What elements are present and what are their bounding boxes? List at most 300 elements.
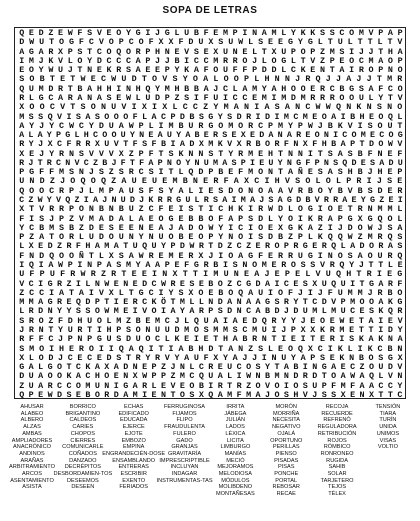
grid-letter: P: [170, 241, 176, 252]
grid-letter: Y: [277, 157, 283, 168]
grid-letter: Q: [100, 176, 106, 187]
grid-letter: B: [307, 185, 313, 196]
grid-letter: I: [274, 278, 280, 289]
grid-letter: Y: [349, 260, 355, 270]
grid-letter: H: [387, 46, 393, 57]
grid-letter: I: [248, 222, 254, 233]
grid-letter: Z: [138, 204, 144, 215]
grid-letter: G: [370, 195, 376, 206]
grid-letter: K: [178, 148, 184, 159]
grid-letter: C: [57, 139, 63, 150]
grid-letter: P: [94, 297, 100, 308]
grid-letter: Y: [138, 232, 144, 243]
grid-letter: O: [158, 213, 164, 224]
grid-letter: K: [297, 222, 303, 233]
grid-letter: A: [118, 120, 124, 131]
grid-letter: B: [102, 157, 108, 168]
grid-letter: F: [242, 65, 248, 76]
grid-letter: T: [129, 157, 135, 168]
grid-letter: S: [39, 213, 45, 224]
grid-letter: I: [297, 213, 303, 224]
grid-letter: S: [218, 37, 224, 48]
grid-letter: D: [39, 176, 45, 187]
grid-letter: U: [193, 352, 199, 363]
grid-letter: A: [222, 195, 228, 206]
grid-letter: B: [357, 148, 363, 159]
grid-row: [17, 205, 405, 214]
grid-letter: R: [78, 343, 84, 354]
grid-letter: O: [68, 250, 74, 261]
grid-letter: V: [397, 315, 403, 326]
grid-letter: S: [274, 102, 280, 113]
grid-letter: C: [161, 111, 167, 122]
grid-row: [17, 48, 405, 57]
grid-letter: N: [232, 46, 238, 57]
grid-letter: Z: [161, 362, 167, 373]
grid-letter: A: [48, 260, 54, 270]
grid-letter: E: [174, 260, 180, 270]
grid-letter: A: [359, 380, 365, 391]
grid-letter: S: [258, 343, 264, 354]
grid-letter: E: [274, 269, 280, 280]
grid-letter: C: [192, 102, 198, 113]
grid-letter: A: [368, 380, 374, 391]
grid-letter: M: [172, 176, 178, 187]
grid-letter: N: [179, 362, 185, 373]
grid-letter: B: [357, 185, 363, 196]
grid-letter: U: [268, 157, 274, 168]
grid-letter: P: [68, 185, 74, 196]
grid-letter: J: [155, 55, 161, 66]
grid-row: [17, 391, 405, 400]
word-item: MECIÓ: [226, 457, 245, 464]
grid-letter: G: [349, 83, 355, 94]
grid-letter: M: [28, 297, 34, 308]
grid-letter: W: [347, 232, 353, 243]
grid-letter: L: [178, 167, 184, 178]
grid-letter: I: [254, 102, 260, 113]
grid-letter: M: [283, 111, 289, 122]
grid-letter: B: [337, 185, 343, 196]
grid-letter: N: [38, 324, 44, 335]
grid-letter: R: [397, 74, 403, 85]
grid-letter: M: [261, 92, 267, 103]
grid-letter: L: [290, 55, 296, 66]
grid-letter: F: [397, 148, 403, 159]
grid-letter: C: [128, 37, 134, 48]
grid-letter: O: [198, 232, 204, 243]
word-item: DANZADO: [69, 457, 97, 464]
grid-letter: A: [379, 157, 385, 168]
grid-letter: T: [310, 334, 316, 345]
grid-letter: M: [179, 371, 185, 382]
grid-letter: K: [300, 65, 306, 76]
grid-letter: O: [287, 213, 293, 224]
grid-letter: E: [142, 362, 148, 373]
grid-letter: O: [368, 65, 374, 76]
grid-letter: R: [317, 213, 323, 224]
grid-letter: T: [227, 380, 233, 391]
grid-letter: I: [29, 213, 35, 224]
grid-letter: S: [329, 28, 335, 38]
grid-letter: J: [208, 250, 214, 261]
grid-letter: E: [208, 287, 214, 298]
grid-letter: A: [331, 362, 337, 373]
grid-letter: R: [213, 130, 219, 141]
grid-letter: Q: [28, 260, 34, 270]
grid-letter: L: [151, 380, 157, 391]
grid-letter: N: [88, 204, 94, 215]
grid-letter: E: [217, 362, 223, 373]
grid-letter: T: [378, 389, 384, 400]
grid-letter: L: [118, 287, 124, 298]
grid-letter: O: [258, 167, 264, 178]
grid-letter: A: [284, 102, 290, 113]
grid-letter: T: [317, 148, 323, 159]
grid-letter: I: [132, 306, 138, 317]
grid-letter: I: [178, 204, 184, 215]
grid-letter: U: [121, 74, 127, 85]
grid-letter: A: [359, 371, 365, 382]
grid-letter: S: [19, 343, 25, 354]
grid-letter: O: [38, 315, 44, 326]
grid-letter: P: [145, 46, 151, 57]
grid-letter: L: [67, 55, 73, 66]
grid-letter: S: [116, 260, 122, 270]
grid-letter: U: [155, 324, 161, 335]
grid-letter: D: [47, 241, 53, 252]
grid-letter: V: [142, 306, 148, 317]
grid-letter: C: [75, 362, 81, 373]
grid-letter: O: [320, 315, 326, 326]
grid-letter: D: [57, 389, 63, 400]
grid-letter: Q: [339, 260, 345, 270]
grid-letter: F: [60, 269, 66, 280]
grid-letter: R: [67, 92, 73, 103]
grid-letter: U: [28, 371, 34, 382]
grid-letter: A: [232, 315, 238, 326]
grid-letter: E: [148, 130, 154, 141]
grid-letter: G: [123, 380, 129, 391]
grid-letter: A: [58, 92, 64, 103]
grid-letter: O: [104, 111, 110, 122]
grid-letter: F: [378, 83, 384, 94]
grid-letter: A: [387, 28, 393, 38]
grid-letter: B: [193, 28, 199, 38]
grid-letter: V: [39, 204, 45, 215]
grid-letter: N: [164, 46, 170, 57]
grid-letter: Q: [19, 185, 25, 196]
grid-letter: L: [281, 65, 287, 76]
grid-letter: F: [305, 157, 311, 168]
grid-letter: O: [179, 389, 185, 400]
grid-letter: J: [49, 213, 55, 224]
grid-letter: E: [349, 324, 355, 335]
grid-letter: C: [339, 28, 345, 38]
grid-letter: O: [94, 389, 100, 400]
grid-letter: P: [145, 55, 151, 66]
word-item: AHUSAR: [20, 404, 44, 410]
grid-letter: I: [376, 269, 382, 280]
grid-letter: U: [378, 362, 384, 373]
word-item: AMPLIADORES: [11, 437, 53, 444]
grid-letter: R: [59, 148, 65, 159]
grid-letter: R: [166, 195, 172, 206]
grid-letter: O: [29, 74, 35, 85]
grid-letter: N: [111, 195, 117, 206]
grid-letter: D: [290, 92, 296, 103]
grid-letter: R: [297, 185, 303, 196]
grid-letter: A: [157, 130, 163, 141]
grid-letter: F: [238, 167, 244, 178]
grid-letter: Y: [174, 352, 180, 363]
grid-letter: Y: [38, 65, 44, 76]
grid-letter: C: [254, 176, 260, 187]
grid-letter: G: [176, 195, 182, 206]
grid-letter: S: [317, 167, 323, 178]
grid-letter: A: [28, 362, 34, 373]
grid-letter: Z: [128, 148, 134, 159]
grid-letter: U: [108, 120, 114, 131]
word-item: REGULADORA: [317, 424, 357, 431]
grid-letter: E: [337, 204, 343, 215]
grid-letter: J: [164, 55, 170, 66]
grid-letter: S: [106, 92, 112, 103]
grid-letter: M: [132, 389, 138, 400]
grid-letter: G: [208, 111, 214, 122]
grid-letter: N: [148, 232, 154, 243]
grid-letter: F: [203, 65, 209, 76]
grid-letter: X: [108, 250, 114, 261]
grid-letter: N: [194, 157, 200, 168]
grid-letter: A: [38, 371, 44, 382]
grid-letter: L: [335, 176, 342, 187]
grid-letter: N: [277, 130, 283, 141]
grid-letter: E: [277, 37, 284, 48]
grid-letter: I: [170, 139, 176, 150]
grid-letter: I: [203, 269, 209, 280]
grid-letter: S: [19, 315, 25, 326]
grid-letter: J: [213, 83, 219, 94]
grid-letter: X: [19, 204, 25, 215]
grid-letter: N: [268, 167, 274, 178]
grid-letter: K: [184, 65, 190, 76]
grid-letter: K: [148, 195, 154, 206]
grid-letter: E: [268, 222, 274, 233]
grid-letter: V: [314, 195, 320, 206]
grid-letter: Z: [246, 241, 252, 252]
grid-letter: O: [228, 287, 234, 298]
grid-letter: A: [286, 130, 292, 141]
grid-letter: O: [29, 102, 35, 113]
grid-letter: Y: [182, 74, 188, 85]
word-item: EXENTO: [122, 477, 146, 484]
grid-letter: Q: [387, 306, 393, 317]
grid-letter: E: [184, 334, 190, 345]
grid-letter: S: [367, 185, 373, 196]
grid-letter: V: [368, 28, 374, 38]
grid-letter: N: [77, 334, 83, 345]
grid-letter: V: [387, 371, 393, 382]
grid-letter: T: [168, 167, 174, 178]
grid-letter: I: [49, 343, 55, 354]
grid-letter: N: [297, 148, 303, 159]
grid-letter: D: [179, 111, 185, 122]
grid-letter: M: [339, 324, 345, 335]
grid-letter: F: [29, 269, 35, 280]
grid-letter: I: [148, 343, 154, 354]
grid-letter: Y: [218, 222, 224, 233]
grid-letter: N: [166, 157, 172, 168]
grid-letter: A: [193, 65, 199, 76]
grid-letter: E: [68, 343, 74, 354]
grid-letter: N: [387, 102, 393, 113]
grid-letter: V: [227, 139, 233, 150]
grid-letter: A: [331, 111, 337, 122]
grid-letter: Y: [174, 65, 180, 76]
grid-letter: E: [242, 315, 248, 326]
grid-letter: F: [28, 334, 34, 345]
grid-letter: R: [66, 241, 72, 252]
grid-letter: O: [277, 287, 284, 298]
grid-letter: F: [19, 213, 25, 224]
grid-letter: W: [350, 371, 356, 382]
grid-letter: S: [283, 389, 289, 400]
grid-letter: X: [198, 389, 204, 400]
grid-letter: Y: [397, 324, 403, 335]
grid-letter: A: [342, 195, 348, 206]
grid-letter: I: [228, 222, 234, 233]
grid-letter: G: [138, 287, 144, 298]
grid-letter: T: [170, 389, 176, 400]
grid-letter: K: [307, 213, 313, 224]
grid-letter: S: [255, 362, 261, 373]
grid-letter: H: [268, 148, 274, 159]
grid-letter: B: [39, 222, 45, 233]
grid-letter: O: [397, 83, 403, 94]
grid-letter: E: [174, 46, 180, 57]
grid-letter: A: [228, 343, 234, 354]
word-item: AMBAS: [22, 430, 42, 437]
grid-row: [17, 75, 405, 84]
grid-letter: J: [358, 46, 364, 57]
grid-letter: R: [238, 148, 244, 159]
grid-letter: P: [346, 176, 352, 187]
grid-letter: I: [19, 55, 25, 66]
grid-letter: C: [317, 343, 323, 354]
grid-letter: S: [222, 130, 228, 141]
grid-letter: P: [208, 306, 214, 317]
word-item: RECUERDE: [321, 410, 353, 417]
grid-letter: B: [85, 389, 91, 400]
grid-letter: A: [94, 241, 100, 252]
grid-letter: M: [387, 74, 393, 85]
grid-letter: W: [238, 37, 244, 48]
grid-letter: C: [218, 204, 224, 215]
grid-letter: O: [300, 83, 306, 94]
grid-letter: T: [128, 287, 134, 298]
grid-letter: C: [88, 37, 94, 48]
word-item: RECOJA: [325, 404, 349, 410]
word-item: VOLTIO: [377, 444, 398, 451]
grid-letter: B: [357, 167, 363, 178]
grid-letter: R: [128, 167, 134, 178]
grid-letter: S: [349, 334, 355, 345]
grid-letter: T: [121, 269, 127, 280]
grid-letter: R: [77, 324, 83, 335]
grid-letter: Y: [125, 28, 131, 38]
grid-letter: A: [339, 65, 345, 76]
grid-letter: M: [29, 343, 35, 354]
grid-letter: I: [350, 278, 356, 289]
grid-letter: I: [378, 315, 384, 326]
grid-letter: V: [397, 139, 403, 150]
grid-letter: E: [38, 389, 44, 400]
grid-letter: P: [19, 232, 25, 243]
grid-letter: N: [236, 306, 242, 317]
grid-letter: U: [106, 334, 112, 345]
grid-letter: N: [78, 167, 84, 178]
grid-letter: J: [28, 157, 34, 168]
grid-letter: N: [261, 334, 267, 345]
grid-letter: Y: [135, 260, 141, 270]
grid-letter: S: [203, 324, 209, 335]
grid-letter: C: [138, 167, 144, 178]
grid-letter: V: [98, 287, 104, 298]
grid-letter: S: [116, 334, 122, 345]
grid-letter: N: [125, 83, 131, 94]
grid-letter: A: [78, 287, 84, 298]
grid-letter: R: [57, 278, 63, 289]
grid-letter: O: [108, 37, 114, 48]
grid-letter: O: [327, 204, 333, 215]
grid-letter: U: [118, 232, 124, 243]
grid-letter: R: [358, 65, 364, 76]
word-item: TIARA: [379, 410, 397, 417]
grid-letter: O: [104, 371, 110, 382]
grid-letter: P: [164, 260, 170, 270]
grid-letter: C: [293, 111, 299, 122]
grid-letter: T: [378, 46, 384, 57]
grid-letter: F: [287, 287, 293, 298]
grid-letter: M: [368, 55, 374, 66]
grid-letter: Z: [28, 195, 34, 206]
grid-letter: W: [307, 120, 313, 131]
grid-letter: U: [297, 250, 303, 261]
grid-letter: C: [29, 222, 35, 233]
grid-letter: O: [321, 111, 327, 122]
grid-letter: L: [106, 315, 112, 326]
grid-letter: S: [184, 92, 190, 103]
grid-letter: J: [356, 74, 362, 85]
grid-letter: D: [388, 157, 394, 168]
grid-letter: K: [106, 65, 112, 76]
word-item: ANDINOS: [19, 450, 45, 457]
grid-letter: E: [310, 65, 316, 76]
grid-letter: W: [189, 241, 195, 252]
grid-letter: O: [290, 260, 296, 270]
grid-letter: X: [312, 278, 318, 289]
grid-letter: L: [268, 343, 274, 354]
grid-letter: O: [59, 232, 65, 243]
grid-letter: D: [198, 167, 204, 178]
grid-letter: L: [85, 278, 91, 289]
grid-letter: Y: [46, 195, 52, 206]
grid-letter: P: [164, 92, 170, 103]
grid-letter: S: [75, 111, 81, 122]
grid-letter: A: [255, 297, 261, 308]
grid-letter: T: [70, 102, 76, 113]
